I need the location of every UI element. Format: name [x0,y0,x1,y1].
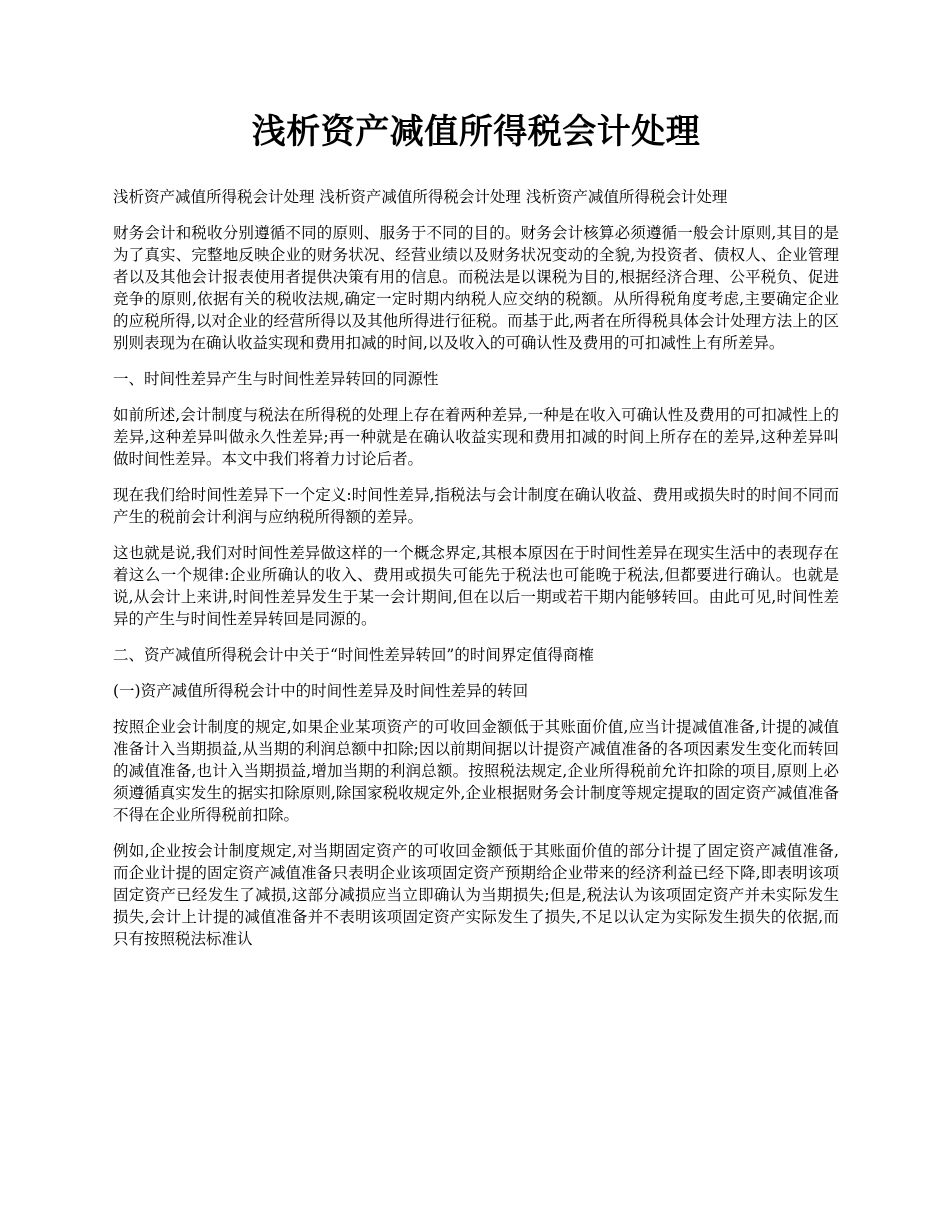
body-paragraph: 如前所述,会计制度与税法在所得税的处理上存在着两种差异,一种是在收入可确认性及费用的可扣减性上的差异,这种差异叫做永久性差异;再一种就是在确认收益实现和费用扣减的时间上所存在的差异,这种差异叫做时间性差异。本文中我们将着力讨论后者。 [113,405,839,468]
document-page [113,110,839,964]
body-paragraph: 按照企业会计制度的规定,如果企业某项资产的可收回金额低于其账面价值,应当计提减值准备,计提的减值准备计入当期损益,从当期的利润总额中扣除;因以前期间据以计提资产减值准备的各项因素发生变化而转回的减值准备,也计入当期损益,增加当期的利润总额。按照税法规定,企业所得税前允许扣除的项目,原则上必须遵循真实发生的据实扣除原则,除国家税收规定外,企业根据财务会计制度等规定提取的固定资产减值准备不得在企业所得税前扣除。 [113,717,839,824]
body-paragraph: 财务会计和税收分别遵循不同的原则、服务于不同的目的。财务会计核算必须遵循一般会计原则,其目的是为了真实、完整地反映企业的财务状况、经营业绩以及财务状况变动的全貌,为投资者、债权人、企业管理者以及其他会计报表使用者提供决策有用的信息。而税法是以课税为目的,根据经济合理、公平税负、促进竞争的原则,依据有关的税收法规,确定一定时期内纳税人应交纳的税额。从所得税角度考虑,主要确定企业的应税所得,以对企业的经营所得以及其他所得进行征税。而基于此,两者在所得税具体会计处理方法上的区别则表现为在确认收益实现和费用扣减的时间,以及收入的可确认性及费用的可扣减性上有所差异。 [113,223,839,352]
body-paragraph: 现在我们给时间性差异下一个定义:时间性差异,指税法与会计制度在确认收益、费用或损失时的时间不同而产生的税前会计利润与应纳税所得额的差异。 [113,485,839,526]
section-heading: 一、时间性差异产生与时间性差异转回的同源性 [113,369,439,388]
section-heading: 二、资产减值所得税会计中关于“时间性差异转回”的时间界定值得商榷 [113,645,594,664]
document-title: 浅析资产减值所得税会计处理 [251,112,701,152]
subsection-heading: (一)资产减值所得税会计中的时间性差异及时间性差异的转回 [113,681,529,700]
intro-paragraph: 浅析资产减值所得税会计处理 浅析资产减值所得税会计处理 浅析资产减值所得税会计处理 [113,187,728,206]
body-paragraph: 例如,企业按会计制度规定,对当期固定资产的可收回金额低于其账面价值的部分计提了固定资产减值准备,而企业计提的固定资产减值准备只表明企业该项固定资产预期给企业带来的经济利益已经下降,即表明该项固定资产已经发生了减损,这部分减损应当立即确认为当期损失;但是,税法认为该项固定资产并未实际发生损失,会计上计提的减值准备并不表明该项固定资产实际发生了损失,不足以认定为实际发生损失的依据,而只有按照税法标准认 [113,841,839,948]
body-paragraph: 这也就是说,我们对时间性差异做这样的一个概念界定,其根本原因在于时间性差异在现实生活中的表现存在着这么一个规律:企业所确认的收入、费用或损失可能先于税法也可能晚于税法,但都要进行确认。也就是说,从会计上来讲,时间性差异发生于某一会计期间,但在以后一期或若干期内能够转回。由此可见,时间性差异的产生与时间性差异转回是同源的。 [113,543,839,628]
